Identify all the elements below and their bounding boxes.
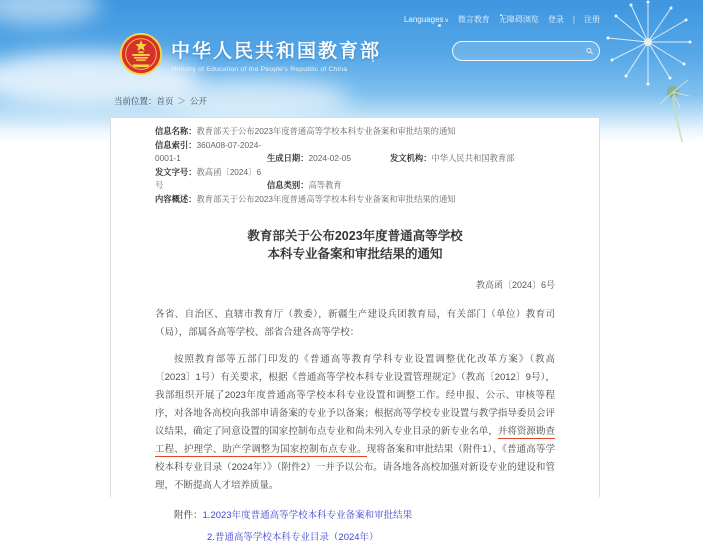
meta-row-summary xyxy=(155,193,555,207)
meta-summary-label: 内容概述： xyxy=(155,193,197,204)
meta-name-value: 教育部关于公布2023年度普通高等学校本科专业备案和审批结果的通知 xyxy=(196,126,456,136)
attachments-label: 附件： xyxy=(174,510,203,521)
meta-category-value: 高等教育 xyxy=(308,180,342,190)
nav-login[interactable]: 登录 xyxy=(547,15,564,24)
meta-index xyxy=(155,139,267,166)
meta-category xyxy=(267,179,342,193)
site-title: 中华人民共和国教育部 xyxy=(171,40,382,62)
meta-row-name xyxy=(155,125,555,139)
salutation-paragraph: 各省、自治区、直辖市教育厅（教委），新疆生产建设兵团教育局，有关部门（单位）教育司（局），部属各高等学校、部省合建各高等学校： xyxy=(155,309,555,338)
search-icon[interactable] xyxy=(586,45,593,57)
breadcrumb xyxy=(114,95,207,107)
cloud-decoration xyxy=(0,0,100,25)
breadcrumb-current-link[interactable]: 公开 xyxy=(190,96,208,106)
nav-register[interactable]: 注册 xyxy=(584,15,600,24)
meta-date-value: 2024-02-05 xyxy=(308,153,351,163)
meta-row-docno xyxy=(155,166,555,193)
document-number: 教高函〔2024〕6号 xyxy=(475,280,555,290)
site-search xyxy=(452,41,600,61)
meta-summary-value: 教育部关于公布2023年度普通高等学校本科专业备案和审批结果的通知 xyxy=(196,193,456,204)
meta-issuer-value: 中华人民共和国教育部 xyxy=(431,153,515,163)
attachment-link-2[interactable]: 2.普通高等学校本科专业目录（2024年） xyxy=(207,532,379,543)
breadcrumb-prefix: 当前位置： xyxy=(114,96,157,106)
nav-wechat[interactable]: 微言教育 xyxy=(457,15,490,24)
document-title xyxy=(155,227,555,263)
article-card xyxy=(110,117,600,543)
document-meta xyxy=(155,125,555,206)
body-text-before: 按照教育部等五部门印发的《普通高等教育学科专业设置调整优化改革方案》（教高〔2023〕1号）有关要求，根据《普通高等学校本科专业设置管理规定》（教高〔2012〕9号），我部组织开展了2023年度普通高等学校本科专业设置和调整工作。经申报、公示、审核等程序，对各地各高校向我部申请备案的专业予以备案；根据高等学校专业设置与教学指导委员会评议结果，确定了同意设置的国家控制布点专业和尚未列入专业目录的新专业名单， xyxy=(155,354,555,437)
nav-divider: | xyxy=(572,15,575,24)
red-underlined-text: 并将资源勘查工程、护理学、助产学调整为国家控制布点专业。 xyxy=(155,426,555,455)
meta-name-label: 信息名称： xyxy=(155,126,197,136)
chevron-down-icon: ∨ xyxy=(444,18,449,24)
body-text-after: 现将备案和审批结果（附件1）、《普通高等学校本科专业目录（2024年）》（附件2）一并予以公布。请各地各高校加强对新设专业的建设和管理，不断提高人才培养质量。 xyxy=(155,444,555,491)
national-emblem-icon xyxy=(120,33,162,75)
top-utility-nav xyxy=(404,14,600,25)
attachment-link-1[interactable]: 1.2023年度普通高等学校本科专业备案和审批结果 xyxy=(202,510,413,521)
meta-row-index xyxy=(155,139,555,166)
nav-accessibility[interactable]: 无障碍浏览 xyxy=(498,15,539,24)
nav-languages-label: Languages xyxy=(403,15,444,24)
document-title-line2: 本科专业备案和审批结果的通知 xyxy=(267,247,443,261)
site-subtitle: Ministry of Education of the People's Republic of China xyxy=(171,65,348,73)
meta-docno-value: 教高函〔2024〕6号 xyxy=(155,166,262,190)
attachment-row xyxy=(207,528,555,547)
meta-date xyxy=(267,152,390,166)
breadcrumb-separator: ＞ xyxy=(177,96,187,106)
meta-docno xyxy=(155,166,267,193)
meta-issuer xyxy=(390,152,514,166)
site-logo[interactable] xyxy=(120,33,381,75)
breadcrumb-home-link[interactable]: 首页 xyxy=(156,96,174,106)
meta-docno-label: 发文字号： xyxy=(155,166,197,177)
nav-languages[interactable] xyxy=(404,15,449,24)
attachments-block xyxy=(174,506,555,547)
document-title-line1: 教育部关于公布2023年度普通高等学校 xyxy=(247,229,463,243)
meta-category-label: 信息类别： xyxy=(267,180,309,190)
meta-index-value: 360A08-07-2024-0001-1 xyxy=(155,139,262,163)
search-input[interactable] xyxy=(453,43,586,59)
meta-date-label: 生成日期： xyxy=(267,153,309,163)
body-paragraph xyxy=(155,351,555,495)
meta-issuer-label: 发文机构： xyxy=(390,153,432,163)
meta-index-label: 信息索引： xyxy=(155,139,197,150)
site-title-block xyxy=(171,36,381,73)
